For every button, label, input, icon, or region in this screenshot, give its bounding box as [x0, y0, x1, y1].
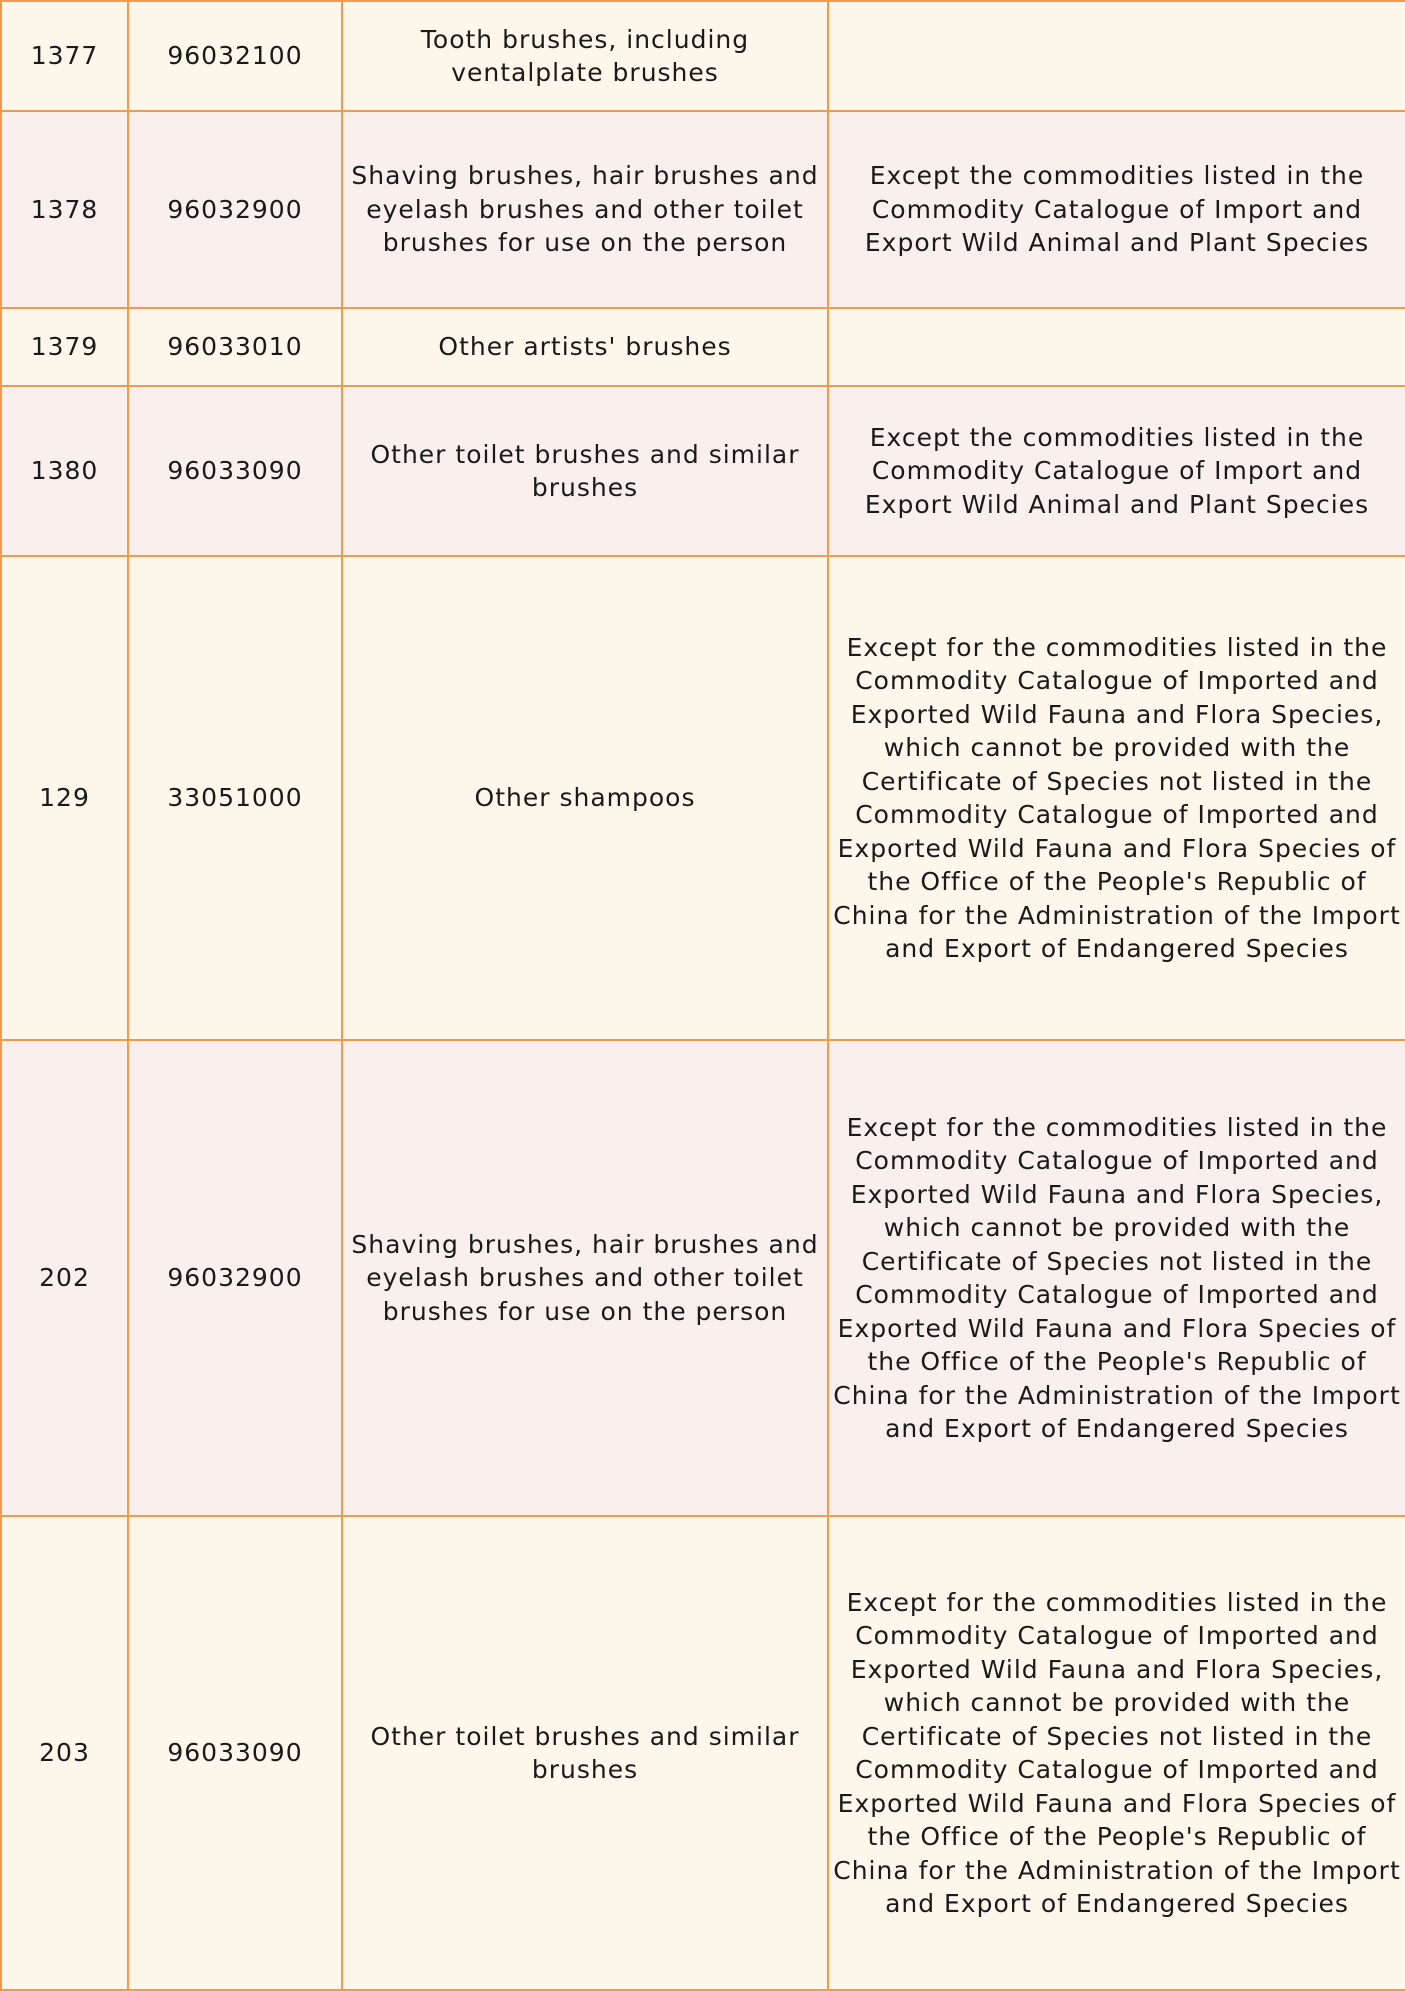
serial-number-cell: 1378: [1, 111, 128, 308]
serial-number-cell: 1379: [1, 308, 128, 386]
remark-cell: Except the commodities listed in the Commodity Catalogue of Import and Export Wild Animal and Plant Species: [828, 386, 1405, 556]
table-row: [1, 556, 1405, 1040]
description-cell: Other artists' brushes: [342, 308, 828, 386]
hs-code-cell: 33051000: [128, 556, 342, 1040]
description-cell: Other shampoos: [342, 556, 828, 1040]
remark-cell: Except for the commodities listed in the Commodity Catalogue of Imported and Exported Wild Fauna and Flora Species, which cannot be provided with the Certificate of Species not listed in the Commodity Catalogue of Imported and Exported Wild Fauna and Flora Species of the Office of the People's Republic of China for the Administration of the Import and Export of Endangered Species: [828, 1040, 1405, 1516]
description-cell: Shaving brushes, hair brushes and eyelash brushes and other toilet brushes for use on the person: [342, 1040, 828, 1516]
serial-number-cell: 1380: [1, 386, 128, 556]
remark-cell: Except the commodities listed in the Commodity Catalogue of Import and Export Wild Animal and Plant Species: [828, 111, 1405, 308]
description-cell: Other toilet brushes and similar brushes: [342, 1516, 828, 1990]
table-row: [1, 1, 1405, 111]
serial-number-cell: 202: [1, 1040, 128, 1516]
table-row: [1, 1040, 1405, 1516]
hs-code-cell: 96033010: [128, 308, 342, 386]
hs-code-cell: 96033090: [128, 386, 342, 556]
description-cell: Tooth brushes, including ventalplate brushes: [342, 1, 828, 111]
remark-cell: Except for the commodities listed in the Commodity Catalogue of Imported and Exported Wild Fauna and Flora Species, which cannot be provided with the Certificate of Species not listed in the Commodity Catalogue of Imported and Exported Wild Fauna and Flora Species of the Office of the People's Republic of China for the Administration of the Import and Export of Endangered Species: [828, 556, 1405, 1040]
remark-cell: [828, 1, 1405, 111]
serial-number-cell: 203: [1, 1516, 128, 1990]
remark-cell: Except for the commodities listed in the Commodity Catalogue of Imported and Exported Wild Fauna and Flora Species, which cannot be provided with the Certificate of Species not listed in the Commodity Catalogue of Imported and Exported Wild Fauna and Flora Species of the Office of the People's Republic of China for the Administration of the Import and Export of Endangered Species: [828, 1516, 1405, 1990]
table-row: [1, 386, 1405, 556]
description-cell: Shaving brushes, hair brushes and eyelash brushes and other toilet brushes for use on the person: [342, 111, 828, 308]
serial-number-cell: 129: [1, 556, 128, 1040]
hs-code-cell: 96032900: [128, 111, 342, 308]
table-row: [1, 111, 1405, 308]
hs-code-cell: 96033090: [128, 1516, 342, 1990]
hs-code-cell: 96032900: [128, 1040, 342, 1516]
table-row: [1, 1516, 1405, 1990]
remark-cell: [828, 308, 1405, 386]
serial-number-cell: 1377: [1, 1, 128, 111]
description-cell: Other toilet brushes and similar brushes: [342, 386, 828, 556]
table-row: [1, 308, 1405, 386]
hs-code-cell: 96032100: [128, 1, 342, 111]
